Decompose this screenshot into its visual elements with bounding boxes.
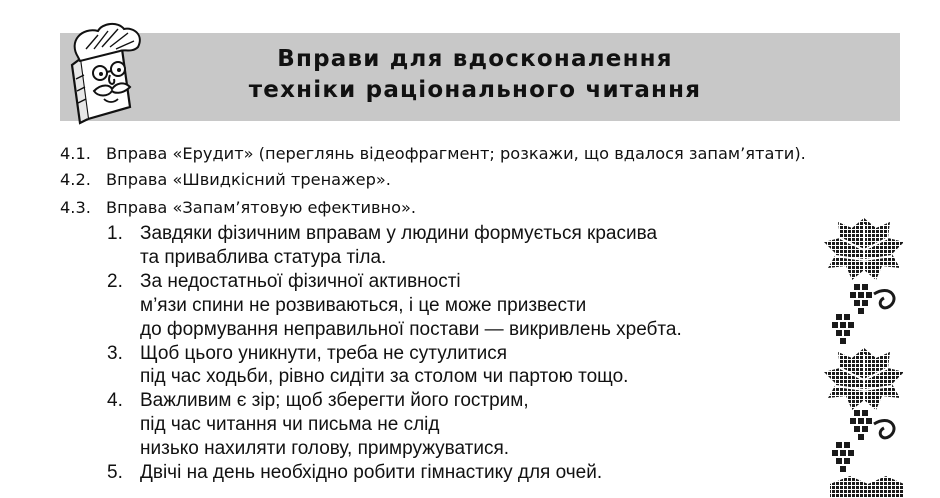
list-item bbox=[107, 389, 807, 461]
list-item bbox=[107, 270, 807, 342]
exercise-item-4-2 bbox=[60, 170, 391, 189]
list-item-line: Двічі на день необхідно робити гімнастику для очей. bbox=[140, 462, 603, 484]
book-mascot-icon bbox=[58, 19, 158, 125]
list-item bbox=[107, 222, 807, 270]
exercise-text: Вправа «Запам’ятовую ефективно». bbox=[106, 198, 417, 217]
list-item-line: Щоб цього уникнути, треба не сутулитися bbox=[140, 342, 508, 364]
memorize-text-list bbox=[107, 222, 807, 485]
list-item-line: м’язи спини не розвиваються, і це може призвести bbox=[140, 294, 587, 316]
list-item-number: 4. bbox=[107, 390, 123, 412]
exercise-number: 4.1. bbox=[60, 144, 91, 163]
exercise-text: Вправа «Швидкісний тренажер». bbox=[106, 170, 391, 189]
list-item-line: та приваблива статура тіла. bbox=[140, 246, 387, 268]
list-item-number: 2. bbox=[107, 270, 123, 292]
exercise-text: Вправа «Ерудит» (переглянь відеофрагмент; розкажи, що вдалося запам’ятати). bbox=[106, 144, 806, 163]
list-item-line: під час читання чи письма не слід bbox=[140, 414, 440, 436]
list-item-line: під час ходьби, рівно сидіти за столом чи партою тощо. bbox=[140, 366, 629, 388]
list-item-line: Завдяки фізичним вправам у людини формується красива bbox=[140, 223, 658, 244]
exercise-item-4-1 bbox=[60, 144, 806, 163]
grape-leaf-embroidery-ornament-icon bbox=[820, 214, 908, 498]
page-title bbox=[175, 44, 775, 106]
list-item-line: Важливим є зір; щоб зберегти його гострим, bbox=[140, 390, 529, 412]
exercise-number: 4.3. bbox=[60, 198, 91, 217]
list-item-line: За недостатньої фізичної активності bbox=[140, 270, 461, 292]
list-item-number: 1. bbox=[107, 223, 123, 244]
list-item bbox=[107, 461, 807, 485]
title-line-2: техніки раціонального читання bbox=[248, 77, 702, 103]
list-item-number: 5. bbox=[107, 462, 123, 484]
exercise-number: 4.2. bbox=[60, 170, 91, 189]
exercise-item-4-3 bbox=[60, 198, 416, 217]
title-line-1: Вправи для вдосконалення bbox=[277, 46, 673, 72]
list-item-number: 3. bbox=[107, 342, 123, 364]
list-item bbox=[107, 342, 807, 390]
list-item-line: до формування неправильної постави — викривлень хребта. bbox=[140, 318, 682, 340]
list-item-line: низько нахиляти голову, примружуватися. bbox=[140, 438, 510, 460]
